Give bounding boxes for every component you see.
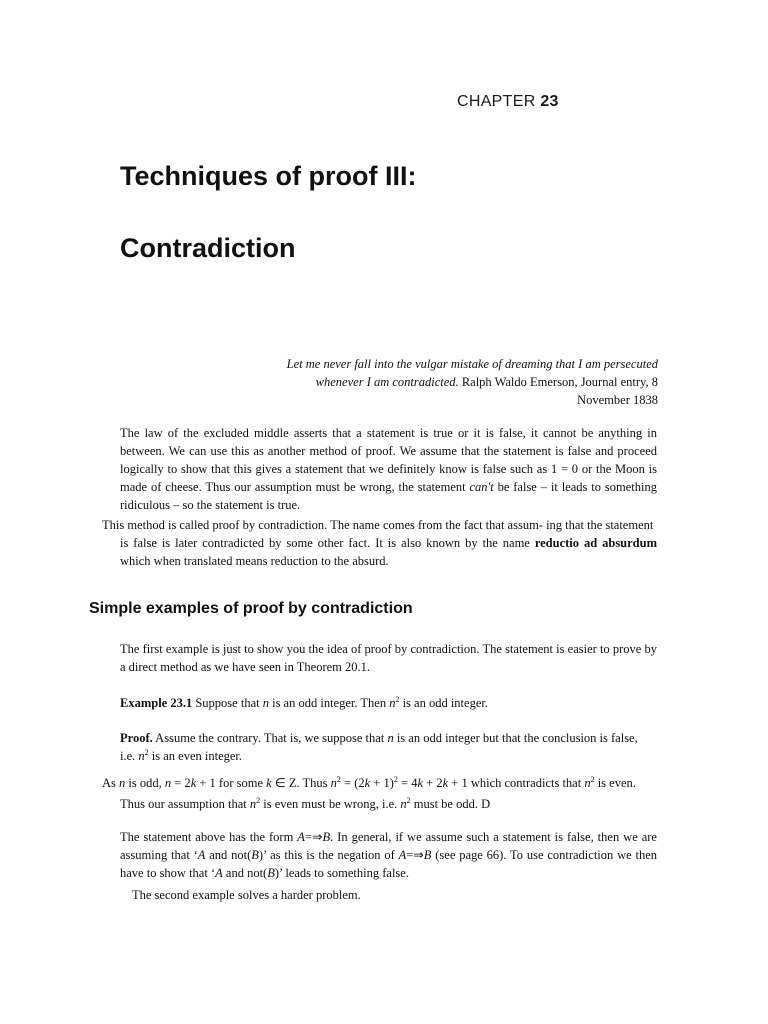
v: B xyxy=(322,830,331,844)
examples-intro: The first example is just to show you the idea of proof by contradiction. The statement is easier to prove by a direct method as we have seen in Theorem 20.1. xyxy=(120,642,657,674)
proof-var: n xyxy=(138,749,145,763)
epigraph-attribution: Ralph Waldo Emerson, Journal entry, 8 xyxy=(458,375,658,389)
v: k xyxy=(417,776,424,790)
intro2-end: which when translated means reduction to the absurd. xyxy=(120,554,389,568)
example-statement xyxy=(120,694,660,712)
example-text: is an odd integer. xyxy=(399,696,488,710)
v: k xyxy=(364,776,371,790)
example-exp: 2 xyxy=(395,694,400,704)
v: B xyxy=(423,848,432,862)
t: and not( xyxy=(205,848,252,862)
v: B xyxy=(267,866,275,880)
exp: 2 xyxy=(393,774,398,784)
intro-text-end: be false – it leads to something ridiculous – so the statement is true. xyxy=(120,480,658,512)
v: A xyxy=(197,848,206,862)
example-var: n xyxy=(389,696,396,710)
v: n xyxy=(400,797,407,811)
exp: 2 xyxy=(336,774,341,784)
t: is odd, xyxy=(125,776,165,790)
t: + 1 for some xyxy=(196,776,267,790)
intro-italic: can't xyxy=(469,480,494,494)
t: = 4 xyxy=(397,776,418,790)
section-heading: Simple examples of proof by contradiction xyxy=(89,600,413,617)
proof-exp: 2 xyxy=(144,747,149,757)
exp: 2 xyxy=(590,774,595,784)
intro-paragraph-1 xyxy=(120,424,657,514)
v: n xyxy=(249,797,257,811)
v: k xyxy=(266,776,272,790)
v: n xyxy=(119,776,126,790)
intro2-text: is false is later contradicted by some other fact. It is also known by the name xyxy=(120,536,535,550)
epigraph-date: November 1838 xyxy=(577,393,658,407)
second-example-intro: The second example solves a harder problem. xyxy=(132,888,361,902)
t: Thus our assumption that xyxy=(120,797,250,811)
exp: 2 xyxy=(256,795,261,805)
epigraph xyxy=(238,355,658,409)
intro2-bold: reductio ad absurdum xyxy=(534,536,657,550)
t: . In general, if we assume such a statement is false, then we are assuming that ‘ xyxy=(120,830,657,862)
t: )’ as this is the negation of xyxy=(258,848,399,862)
t: and not( xyxy=(222,866,268,880)
example-text: is an odd integer. Then xyxy=(268,696,390,710)
thus-line xyxy=(120,795,660,813)
chapter-number: 23 xyxy=(540,93,559,110)
chapter-title-line2: Contradiction xyxy=(120,233,296,263)
v: n xyxy=(584,776,591,790)
t: + 1) xyxy=(370,776,394,790)
v: A xyxy=(215,866,223,880)
intro2-line1: This method is called proof by contradiction. The name comes from the fact that assum- ing that the statement xyxy=(102,518,654,532)
proof-label: Proof. xyxy=(120,731,153,745)
t: )’ leads to something false. xyxy=(274,866,409,880)
exp: 2 xyxy=(406,795,411,805)
epigraph-quote-line2: whenever I am contradicted. xyxy=(315,375,459,389)
t: = 2 xyxy=(171,776,191,790)
implies: =⇒ xyxy=(406,848,424,862)
example-var: n xyxy=(262,696,269,710)
t: (see page 66). To use contradiction we then have to show that ‘ xyxy=(120,848,658,880)
t: is even. xyxy=(594,776,636,790)
epigraph-quote-line1: Let me never fall into the vulgar mistake of dreaming that I am persecuted xyxy=(286,357,658,371)
proof-var: n xyxy=(387,731,394,745)
t: = (2 xyxy=(340,776,365,790)
intro-paragraph-2-cont xyxy=(120,534,657,570)
proof-text-c: i.e. xyxy=(120,749,139,763)
t: must be odd. D xyxy=(410,797,491,811)
example-text: Suppose that xyxy=(192,696,263,710)
proof-text-a: Assume the contrary. That is, we suppose that xyxy=(152,731,388,745)
v: n xyxy=(164,776,172,790)
as-n-odd-line xyxy=(102,774,662,792)
implies: =⇒ xyxy=(304,830,323,844)
intro-paragraph-2 xyxy=(102,516,658,534)
v: A xyxy=(297,830,305,844)
t: The statement above has the form xyxy=(120,830,298,844)
t: is even must be wrong, i.e. xyxy=(260,797,401,811)
proof-text-d: is an even integer. xyxy=(148,749,243,763)
chapter-word: CHAPTER xyxy=(457,93,536,110)
v: k xyxy=(442,776,449,790)
v: A xyxy=(398,848,407,862)
chapter-title-line1: Techniques of proof III: xyxy=(120,161,417,191)
v: k xyxy=(190,776,197,790)
proof-text-b: is an odd integer but that the conclusion is false, xyxy=(393,731,638,745)
v: B xyxy=(251,848,259,862)
example-label: Example 23.1 xyxy=(120,696,193,710)
t: + 1 which contradicts that xyxy=(448,776,585,790)
chapter-label xyxy=(457,93,559,111)
t: As xyxy=(102,776,120,790)
proof-text xyxy=(120,729,660,765)
t: ∈ Z. Thus xyxy=(271,776,331,790)
t: + 2 xyxy=(423,776,443,790)
v: n xyxy=(330,776,337,790)
form-paragraph xyxy=(120,828,657,882)
intro-text: The law of the excluded middle asserts that a statement is true or it is false, it cannot be anything in between. We can use this as another method of proof. We assume that the statement is false and proceed logically to show that this gives a statement that we definitely know is false such as 1 = 0 or the Moon is made of cheese. Thus our assumption must be wrong, the statement xyxy=(120,426,657,494)
